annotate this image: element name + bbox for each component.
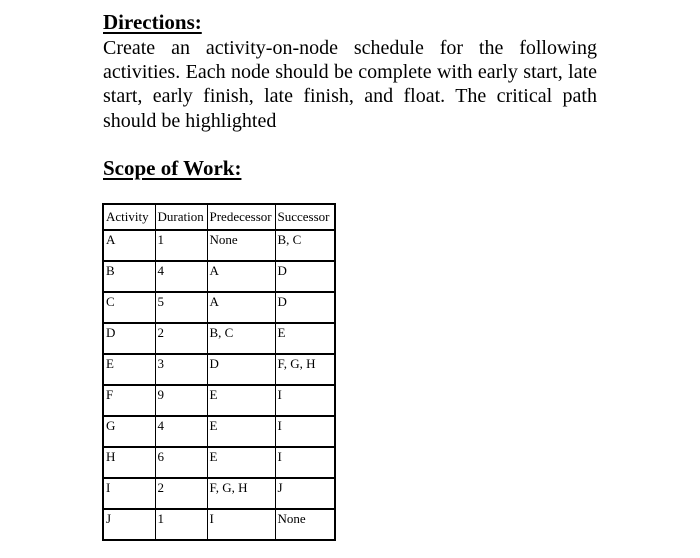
duration-cell: 1 [155,509,207,540]
duration-cell: 3 [155,354,207,385]
duration-cell: 5 [155,292,207,323]
predecessor-cell: B, C [207,323,275,354]
duration-cell: 4 [155,261,207,292]
activity-cell: C [103,292,155,323]
directions-text: Create an activity-on-node schedule for the following activities. Each node should be complete with early start, late start, early finish, late finish, and float. The critical path should be highlighted [103,37,597,132]
predecessor-cell: I [207,509,275,540]
activity-cell: E [103,354,155,385]
table-row [103,385,335,416]
successor-cell: E [275,323,335,354]
table-row [103,447,335,478]
predecessor-cell: None [207,230,275,261]
successor-cell: None [275,509,335,540]
predecessor-cell: E [207,416,275,447]
successor-cell: D [275,292,335,323]
duration-cell: 2 [155,323,207,354]
successor-cell: J [275,478,335,509]
scope-of-work-table [102,203,336,541]
table-row [103,230,335,261]
predecessor-cell: A [207,292,275,323]
activity-cell: F [103,385,155,416]
table-row [103,354,335,385]
successor-cell: I [275,385,335,416]
column-header-successor: Successor [275,204,335,230]
duration-cell: 1 [155,230,207,261]
activity-cell: I [103,478,155,509]
predecessor-cell: E [207,447,275,478]
predecessor-cell: E [207,385,275,416]
duration-cell: 2 [155,478,207,509]
scope-of-work-heading: Scope of Work: [103,156,242,180]
activity-cell: B [103,261,155,292]
table-row [103,509,335,540]
table-row [103,292,335,323]
successor-cell: B, C [275,230,335,261]
activity-cell: D [103,323,155,354]
successor-cell: F, G, H [275,354,335,385]
duration-cell: 4 [155,416,207,447]
activity-cell: J [103,509,155,540]
table-row [103,261,335,292]
duration-cell: 9 [155,385,207,416]
predecessor-cell: F, G, H [207,478,275,509]
table-row [103,323,335,354]
successor-cell: I [275,447,335,478]
predecessor-cell: A [207,261,275,292]
directions-heading: Directions: [103,10,202,34]
column-header-activity: Activity [103,204,155,230]
table-row [103,478,335,509]
activity-cell: G [103,416,155,447]
activity-cell: A [103,230,155,261]
table-row [103,416,335,447]
activity-cell: H [103,447,155,478]
predecessor-cell: D [207,354,275,385]
column-header-duration: Duration [155,204,207,230]
duration-cell: 6 [155,447,207,478]
column-header-predecessor: Predecessor [207,204,275,230]
table-header-row [103,204,335,230]
successor-cell: D [275,261,335,292]
successor-cell: I [275,416,335,447]
